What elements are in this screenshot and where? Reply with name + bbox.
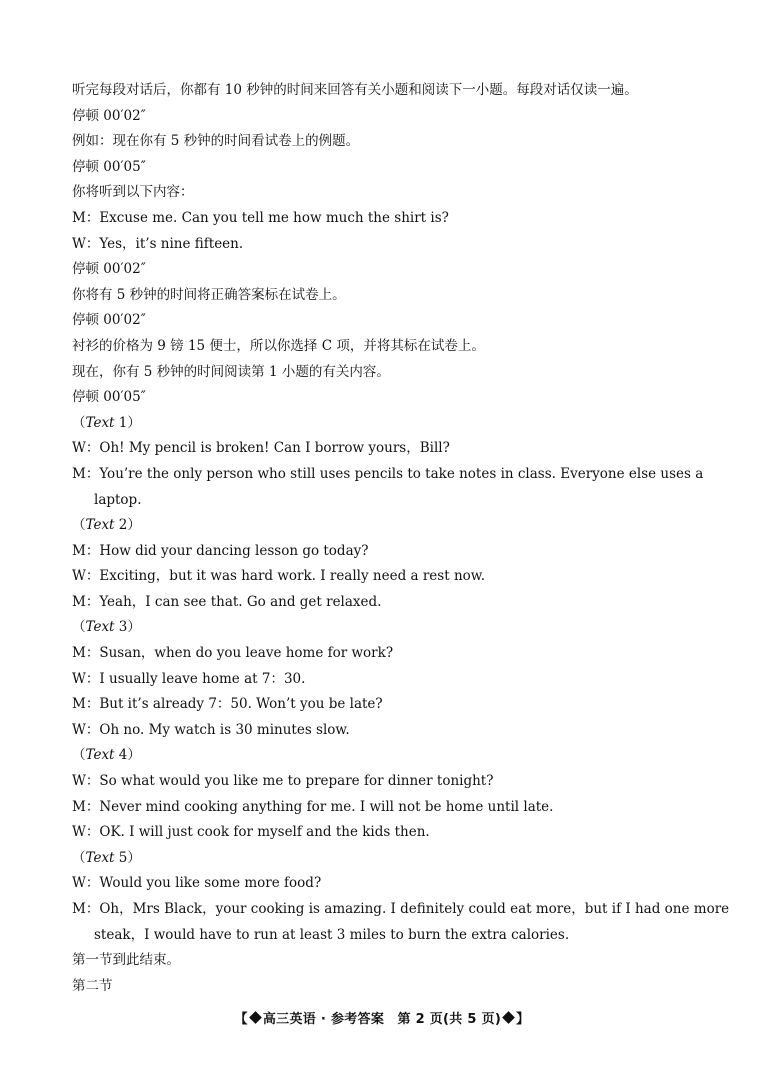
instruction-line: 听完每段对话后，你都有 10 秒钟的时间来回答有关小题和阅读下一小题。每段对话仅读一遍。 (72, 82, 638, 98)
dialog-line: W：So what would you like me to prepare for dinner tonight? (72, 773, 494, 790)
transcript-body (72, 78, 730, 999)
example-line: 例如：现在你有 5 秒钟的时间看试卷上的例题。 (72, 133, 360, 150)
text-label: Text (85, 619, 115, 636)
dialog-line: M：How did your dancing lesson go today? (72, 542, 369, 559)
dialog-line: M：Oh，Mrs Black，your cooking is amazing. I definitely could eat more，but if I had one more (72, 901, 730, 917)
text-label: Text (85, 747, 115, 764)
text-4-heading: （Text 4） (72, 747, 141, 764)
dialog-line: M：You’re the only person who still uses pencils to take notes in class. Everyone else uses a (72, 465, 704, 482)
footer-left-bracket: 【 (234, 1012, 248, 1027)
dialog-line: W：OK. I will just cook for myself and the kids then. (72, 824, 430, 841)
dialog-line: W：Oh! My pencil is broken! Can I borrow yours，Bill? (72, 440, 450, 457)
dialog-line: W：Exciting，but it was hard work. I really need a rest now. (72, 568, 486, 585)
text-label: Text (85, 517, 115, 534)
dialog-line: M：Never mind cooking anything for me. I will not be home until late. (72, 798, 554, 815)
pause-line: 停顿 00′02″ (72, 107, 146, 124)
text-1-heading: （Text 1） (72, 414, 141, 431)
footer-right-bracket: 】 (516, 1012, 530, 1027)
dialog-line: W：Would you like some more food? (72, 875, 322, 892)
dialog-line: W：I usually leave home at 7：30. (72, 670, 306, 687)
diamond-icon (502, 1011, 515, 1024)
dialog-line: W：Oh no. My watch is 30 minutes slow. (72, 721, 350, 738)
dialog-line-continued: laptop. (94, 491, 142, 508)
pause-line: 停顿 00′05″ (72, 158, 146, 175)
text-label: Text (85, 849, 115, 866)
instruction-line: 你将有 5 秒钟的时间将正确答案标在试卷上。 (72, 286, 346, 303)
page-footer (0, 1008, 764, 1027)
example-dialog-line: M：Excuse me. Can you tell me how much the shirt is? (72, 209, 449, 226)
footer-text: 高三英语 · 参考答案 第 2 页(共 5 页) (262, 1012, 502, 1027)
text-label: Text (85, 414, 115, 431)
answer-explanation-line: 衬衫的价格为 9 镑 15 便士，所以你选择 C 项，并将其标在试卷上。 (72, 337, 485, 354)
pause-line: 停顿 00′05″ (72, 389, 146, 406)
dialog-line: M：Susan，when do you leave home for work? (72, 645, 394, 662)
dialog-line: M：But it’s already 7：50. Won’t you be late? (72, 696, 383, 713)
text-2-heading: （Text 2） (72, 517, 141, 534)
section-end-line: 第一节到此结束。 (72, 952, 180, 969)
dialog-line: M：Yeah，I can see that. Go and get relaxed. (72, 593, 382, 610)
content-intro-line: 你将听到以下内容： (72, 184, 194, 201)
pause-line: 停顿 00′02″ (72, 312, 146, 329)
section-heading: 第二节 (72, 977, 113, 994)
text-5-heading: （Text 5） (72, 849, 141, 866)
diamond-icon (249, 1011, 262, 1024)
dialog-line-continued: steak，I would have to run at least 3 miles to burn the extra calories. (94, 926, 570, 943)
example-dialog-line: W：Yes，it’s nine fifteen. (72, 235, 244, 252)
text-3-heading: （Text 3） (72, 619, 141, 636)
pause-line: 停顿 00′02″ (72, 261, 146, 278)
instruction-line: 现在，你有 5 秒钟的时间阅读第 1 小题的有关内容。 (72, 363, 390, 380)
